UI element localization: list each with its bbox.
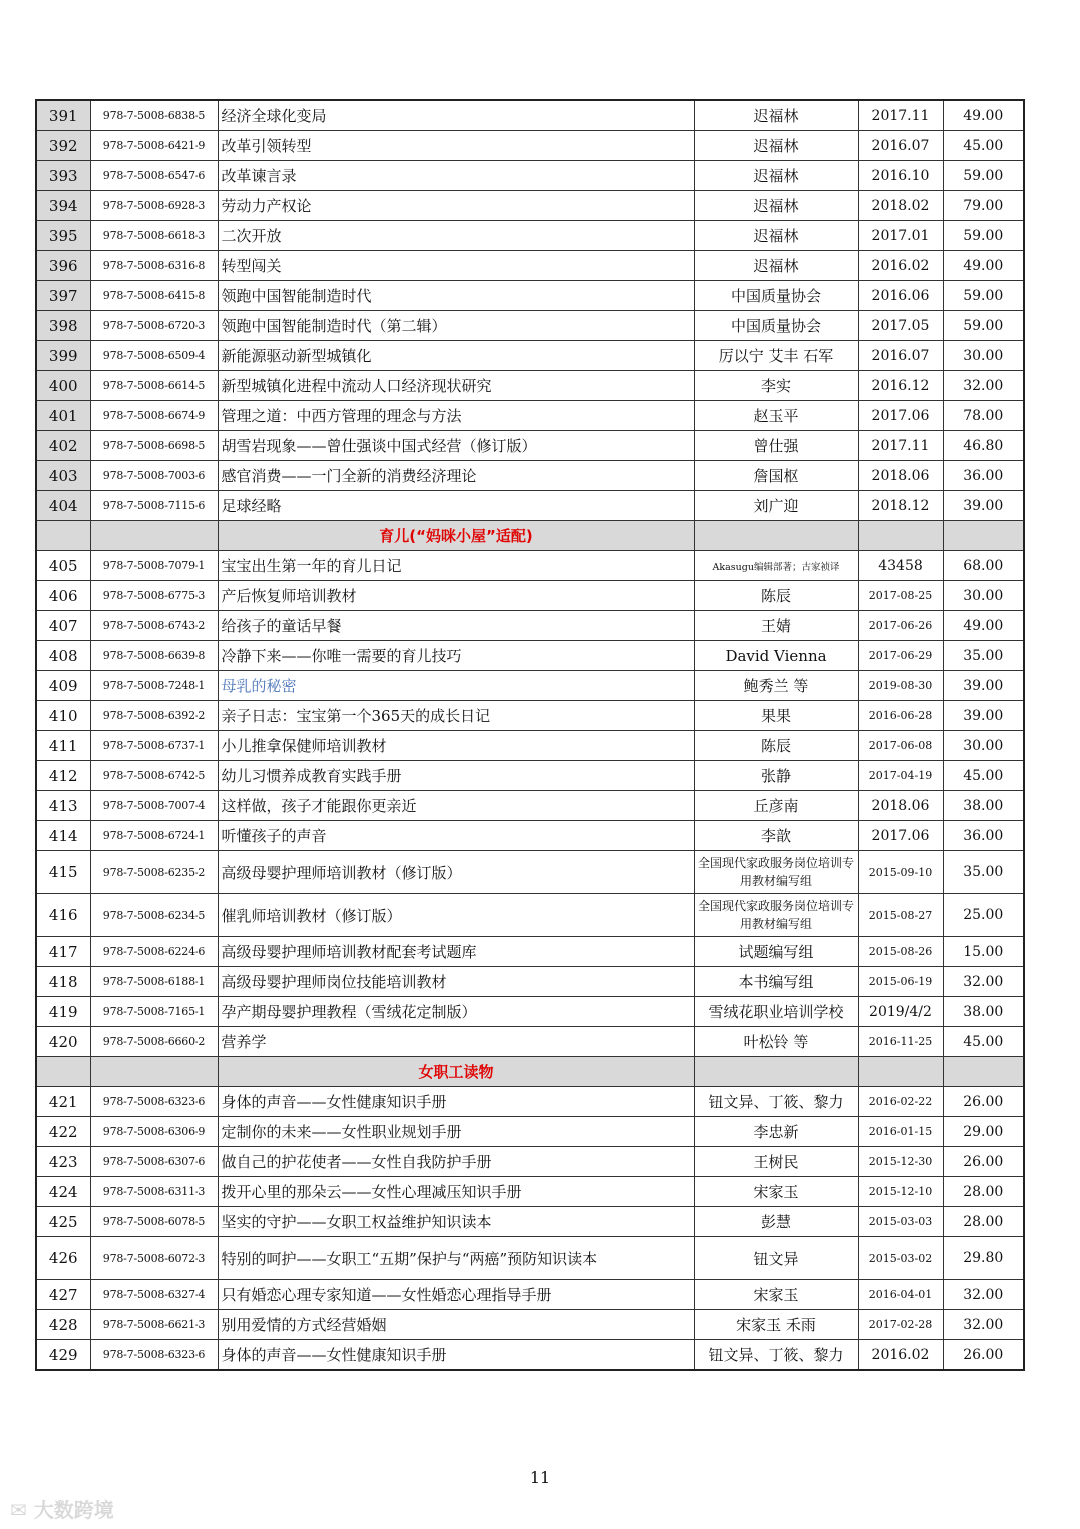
table-row: [36, 967, 1024, 997]
isbn-cell: 978-7-5008-6078-5: [90, 1207, 218, 1237]
table-row: [36, 761, 1024, 791]
author-cell: 曾仕强: [694, 431, 858, 461]
empty-cell: [694, 521, 858, 551]
title-cell: 高级母婴护理师岗位技能培训教材: [218, 967, 694, 997]
isbn-cell: 978-7-5008-6311-3: [90, 1177, 218, 1207]
date-cell: 2017-06-29: [858, 641, 943, 671]
date-cell: 43458: [858, 551, 943, 581]
price-cell: 49.00: [943, 251, 1024, 281]
title-cell: 孕产期母婴护理教程（雪绒花定制版）: [218, 997, 694, 1027]
date-cell: 2018.06: [858, 791, 943, 821]
isbn-cell: 978-7-5008-6327-4: [90, 1280, 218, 1310]
row-number: 414: [36, 821, 90, 851]
empty-cell: [694, 1057, 858, 1087]
author-cell: 宋家玉: [694, 1280, 858, 1310]
isbn-cell: 978-7-5008-6421-9: [90, 131, 218, 161]
author-cell: 全国现代家政服务岗位培训专用教材编写组: [694, 894, 858, 937]
price-cell: 29.80: [943, 1237, 1024, 1280]
date-cell: 2018.06: [858, 461, 943, 491]
row-number: 411: [36, 731, 90, 761]
table-row: [36, 131, 1024, 161]
author-cell: 钮文异、丁筱、黎力: [694, 1087, 858, 1117]
table-row: [36, 311, 1024, 341]
isbn-cell: 978-7-5008-6547-6: [90, 161, 218, 191]
price-cell: 46.80: [943, 431, 1024, 461]
row-number: 399: [36, 341, 90, 371]
empty-cell: [943, 521, 1024, 551]
author-cell: 雪绒花职业培训学校: [694, 997, 858, 1027]
row-number: 419: [36, 997, 90, 1027]
author-cell: 李实: [694, 371, 858, 401]
isbn-cell: 978-7-5008-7248-1: [90, 671, 218, 701]
title-cell: 小儿推拿保健师培训教材: [218, 731, 694, 761]
table-row: [36, 791, 1024, 821]
author-cell: 王婧: [694, 611, 858, 641]
price-cell: 26.00: [943, 1147, 1024, 1177]
table-row: [36, 1310, 1024, 1340]
isbn-cell: 978-7-5008-6618-3: [90, 221, 218, 251]
isbn-cell: 978-7-5008-7165-1: [90, 997, 218, 1027]
price-cell: 38.00: [943, 791, 1024, 821]
row-number: 428: [36, 1310, 90, 1340]
row-number: 402: [36, 431, 90, 461]
date-cell: 2016-04-01: [858, 1280, 943, 1310]
price-cell: 30.00: [943, 731, 1024, 761]
date-cell: 2015-09-10: [858, 851, 943, 894]
date-cell: 2016.07: [858, 131, 943, 161]
section-title: 育儿(“妈咪小屋”适配): [218, 521, 694, 551]
title-cell: 做自己的护花使者——女性自我防护手册: [218, 1147, 694, 1177]
price-cell: 30.00: [943, 341, 1024, 371]
title-cell: 领跑中国智能制造时代: [218, 281, 694, 311]
author-cell: Akasugu编辑部著；古家祯译: [694, 551, 858, 581]
author-cell: 刘广迎: [694, 491, 858, 521]
row-number: 416: [36, 894, 90, 937]
row-number: 395: [36, 221, 90, 251]
date-cell: 2016-06-28: [858, 701, 943, 731]
isbn-cell: 978-7-5008-6775-3: [90, 581, 218, 611]
price-cell: 68.00: [943, 551, 1024, 581]
isbn-cell: 978-7-5008-6323-6: [90, 1340, 218, 1371]
date-cell: 2016.02: [858, 251, 943, 281]
row-number: 412: [36, 761, 90, 791]
row-number: 391: [36, 100, 90, 131]
isbn-cell: 978-7-5008-6742-5: [90, 761, 218, 791]
section-title: 女职工读物: [218, 1057, 694, 1087]
title-cell: 经济全球化变局: [218, 100, 694, 131]
isbn-cell: 978-7-5008-7003-6: [90, 461, 218, 491]
isbn-cell: 978-7-5008-6660-2: [90, 1027, 218, 1057]
date-cell: 2016.02: [858, 1340, 943, 1371]
author-cell: 迟福林: [694, 251, 858, 281]
table-row: [36, 401, 1024, 431]
isbn-cell: 978-7-5008-6509-4: [90, 341, 218, 371]
row-number: 408: [36, 641, 90, 671]
date-cell: 2017-08-25: [858, 581, 943, 611]
row-number: 392: [36, 131, 90, 161]
price-cell: 45.00: [943, 1027, 1024, 1057]
title-cell: 高级母婴护理师培训教材（修订版）: [218, 851, 694, 894]
title-cell: 高级母婴护理师培训教材配套考试题库: [218, 937, 694, 967]
empty-cell: [36, 521, 90, 551]
isbn-cell: 978-7-5008-6306-9: [90, 1117, 218, 1147]
title-cell: 改革引领转型: [218, 131, 694, 161]
table-row: [36, 641, 1024, 671]
title-cell: 新型城镇化进程中流动人口经济现状研究: [218, 371, 694, 401]
table-row: [36, 821, 1024, 851]
price-cell: 78.00: [943, 401, 1024, 431]
author-cell: 叶松铃 等: [694, 1027, 858, 1057]
title-cell: 拨开心里的那朵云——女性心理减压知识手册: [218, 1177, 694, 1207]
isbn-cell: 978-7-5008-6737-1: [90, 731, 218, 761]
date-cell: 2015-03-03: [858, 1207, 943, 1237]
table-row: [36, 937, 1024, 967]
empty-cell: [90, 1057, 218, 1087]
price-cell: 28.00: [943, 1177, 1024, 1207]
table-row: [36, 894, 1024, 937]
date-cell: 2016.06: [858, 281, 943, 311]
row-number: 406: [36, 581, 90, 611]
author-cell: 迟福林: [694, 131, 858, 161]
date-cell: 2015-12-10: [858, 1177, 943, 1207]
table-row: [36, 461, 1024, 491]
table-row: [36, 1280, 1024, 1310]
title-cell: 宝宝出生第一年的育儿日记: [218, 551, 694, 581]
date-cell: 2015-03-02: [858, 1237, 943, 1280]
table-row: [36, 611, 1024, 641]
author-cell: 中国质量协会: [694, 281, 858, 311]
table-row: [36, 1117, 1024, 1147]
row-number: 420: [36, 1027, 90, 1057]
empty-cell: [90, 521, 218, 551]
table-row: [36, 1177, 1024, 1207]
row-number: 418: [36, 967, 90, 997]
title-cell: 冷静下来——你唯一需要的育儿技巧: [218, 641, 694, 671]
price-cell: 59.00: [943, 281, 1024, 311]
title-cell: 母乳的秘密: [218, 671, 694, 701]
date-cell: 2018.02: [858, 191, 943, 221]
isbn-cell: 978-7-5008-6307-6: [90, 1147, 218, 1177]
isbn-cell: 978-7-5008-6720-3: [90, 311, 218, 341]
price-cell: 30.00: [943, 581, 1024, 611]
table-row: [36, 431, 1024, 461]
date-cell: 2016-02-22: [858, 1087, 943, 1117]
isbn-cell: 978-7-5008-6614-5: [90, 371, 218, 401]
author-cell: 迟福林: [694, 191, 858, 221]
row-number: 429: [36, 1340, 90, 1371]
price-cell: 32.00: [943, 967, 1024, 997]
author-cell: 陈辰: [694, 731, 858, 761]
title-cell: 这样做，孩子才能跟你更亲近: [218, 791, 694, 821]
date-cell: 2017.11: [858, 431, 943, 461]
isbn-cell: 978-7-5008-6621-3: [90, 1310, 218, 1340]
isbn-cell: 978-7-5008-6415-8: [90, 281, 218, 311]
price-cell: 45.00: [943, 761, 1024, 791]
author-cell: 中国质量协会: [694, 311, 858, 341]
isbn-cell: 978-7-5008-6224-6: [90, 937, 218, 967]
date-cell: 2015-08-26: [858, 937, 943, 967]
title-cell: 只有婚恋心理专家知道——女性婚恋心理指导手册: [218, 1280, 694, 1310]
author-cell: 钮文异、丁筱、黎力: [694, 1340, 858, 1371]
row-number: 422: [36, 1117, 90, 1147]
isbn-cell: 978-7-5008-6188-1: [90, 967, 218, 997]
price-cell: 32.00: [943, 1310, 1024, 1340]
title-cell: 幼儿习惯养成教育实践手册: [218, 761, 694, 791]
row-number: 409: [36, 671, 90, 701]
title-cell: 营养学: [218, 1027, 694, 1057]
title-cell: 定制你的未来——女性职业规划手册: [218, 1117, 694, 1147]
author-cell: 鲍秀兰 等: [694, 671, 858, 701]
table-row: [36, 491, 1024, 521]
title-cell: 转型闯关: [218, 251, 694, 281]
row-number: 404: [36, 491, 90, 521]
table-row: [36, 997, 1024, 1027]
title-cell: 二次开放: [218, 221, 694, 251]
price-cell: 38.00: [943, 997, 1024, 1027]
title-cell: 感官消费——一门全新的消费经济理论: [218, 461, 694, 491]
author-cell: 果果: [694, 701, 858, 731]
isbn-cell: 978-7-5008-6323-6: [90, 1087, 218, 1117]
price-cell: 39.00: [943, 671, 1024, 701]
date-cell: 2019-08-30: [858, 671, 943, 701]
table-row: [36, 281, 1024, 311]
title-cell: 产后恢复师培训教材: [218, 581, 694, 611]
row-number: 398: [36, 311, 90, 341]
title-cell: 特别的呵护——女职工“五期”保护与“两癌”预防知识读本: [218, 1237, 694, 1280]
title-cell: 亲子日志：宝宝第一个365天的成长日记: [218, 701, 694, 731]
author-cell: 李忠新: [694, 1117, 858, 1147]
price-cell: 39.00: [943, 701, 1024, 731]
author-cell: 陈辰: [694, 581, 858, 611]
author-cell: 迟福林: [694, 221, 858, 251]
date-cell: 2017.06: [858, 821, 943, 851]
empty-cell: [858, 1057, 943, 1087]
author-cell: 李歆: [694, 821, 858, 851]
table-row: [36, 251, 1024, 281]
author-cell: 迟福林: [694, 100, 858, 131]
price-cell: 32.00: [943, 1280, 1024, 1310]
table-row: [36, 161, 1024, 191]
date-cell: 2016-01-15: [858, 1117, 943, 1147]
price-cell: 25.00: [943, 894, 1024, 937]
watermark-logo: ✉ 大数跨境: [10, 1498, 114, 1522]
row-number: 407: [36, 611, 90, 641]
author-cell: David Vienna: [694, 641, 858, 671]
author-cell: 全国现代家政服务岗位培训专用教材编写组: [694, 851, 858, 894]
date-cell: 2017.06: [858, 401, 943, 431]
title-cell: 给孩子的童话早餐: [218, 611, 694, 641]
date-cell: 2017-06-26: [858, 611, 943, 641]
date-cell: 2017-04-19: [858, 761, 943, 791]
row-number: 417: [36, 937, 90, 967]
date-cell: 2016.07: [858, 341, 943, 371]
table-row: [36, 191, 1024, 221]
date-cell: 2017-02-28: [858, 1310, 943, 1340]
table-row: [36, 701, 1024, 731]
author-cell: 王树民: [694, 1147, 858, 1177]
row-number: 421: [36, 1087, 90, 1117]
table-row: [36, 371, 1024, 401]
table-row: [36, 1147, 1024, 1177]
table-row: [36, 581, 1024, 611]
row-number: 393: [36, 161, 90, 191]
isbn-cell: 978-7-5008-6743-2: [90, 611, 218, 641]
date-cell: 2016.10: [858, 161, 943, 191]
price-cell: 59.00: [943, 161, 1024, 191]
isbn-cell: 978-7-5008-7079-1: [90, 551, 218, 581]
isbn-cell: 978-7-5008-6639-8: [90, 641, 218, 671]
isbn-cell: 978-7-5008-6392-2: [90, 701, 218, 731]
table-row: [36, 1207, 1024, 1237]
page-number: 11: [529, 1468, 551, 1487]
isbn-cell: 978-7-5008-7115-6: [90, 491, 218, 521]
table-row: [36, 1237, 1024, 1280]
date-cell: 2017.11: [858, 100, 943, 131]
table-row: [36, 341, 1024, 371]
price-cell: 79.00: [943, 191, 1024, 221]
table-row: [36, 851, 1024, 894]
table-row: [36, 100, 1024, 131]
date-cell: 2015-06-19: [858, 967, 943, 997]
price-cell: 49.00: [943, 611, 1024, 641]
price-cell: 35.00: [943, 851, 1024, 894]
isbn-cell: 978-7-5008-6316-8: [90, 251, 218, 281]
row-number: 425: [36, 1207, 90, 1237]
isbn-cell: 978-7-5008-6698-5: [90, 431, 218, 461]
title-cell: 新能源驱动新型城镇化: [218, 341, 694, 371]
table-row: [36, 731, 1024, 761]
author-cell: 宋家玉: [694, 1177, 858, 1207]
date-cell: 2017.01: [858, 221, 943, 251]
title-cell: 听懂孩子的声音: [218, 821, 694, 851]
isbn-cell: 978-7-5008-6928-3: [90, 191, 218, 221]
isbn-cell: 978-7-5008-6235-2: [90, 851, 218, 894]
row-number: 415: [36, 851, 90, 894]
date-cell: 2015-12-30: [858, 1147, 943, 1177]
empty-cell: [858, 521, 943, 551]
date-cell: 2015-08-27: [858, 894, 943, 937]
title-cell: 改革谏言录: [218, 161, 694, 191]
price-cell: 15.00: [943, 937, 1024, 967]
title-cell: 足球经略: [218, 491, 694, 521]
table-row: [36, 1340, 1024, 1371]
title-cell: 胡雪岩现象——曾仕强谈中国式经营（修订版）: [218, 431, 694, 461]
row-number: 424: [36, 1177, 90, 1207]
date-cell: 2018.12: [858, 491, 943, 521]
author-cell: 宋家玉 禾雨: [694, 1310, 858, 1340]
table-row: [36, 1087, 1024, 1117]
row-number: 423: [36, 1147, 90, 1177]
date-cell: 2017.05: [858, 311, 943, 341]
isbn-cell: 978-7-5008-6674-9: [90, 401, 218, 431]
row-number: 403: [36, 461, 90, 491]
price-cell: 26.00: [943, 1087, 1024, 1117]
title-cell: 管理之道：中西方管理的理念与方法: [218, 401, 694, 431]
author-cell: 本书编写组: [694, 967, 858, 997]
price-cell: 36.00: [943, 821, 1024, 851]
row-number: 426: [36, 1237, 90, 1280]
date-cell: 2019/4/2: [858, 997, 943, 1027]
price-cell: 32.00: [943, 371, 1024, 401]
author-cell: 试题编写组: [694, 937, 858, 967]
price-cell: 28.00: [943, 1207, 1024, 1237]
author-cell: 迟福林: [694, 161, 858, 191]
price-cell: 39.00: [943, 491, 1024, 521]
title-cell: 领跑中国智能制造时代（第二辑）: [218, 311, 694, 341]
section-header-row: [36, 1057, 1024, 1087]
price-cell: 59.00: [943, 311, 1024, 341]
row-number: 400: [36, 371, 90, 401]
date-cell: 2016-11-25: [858, 1027, 943, 1057]
price-cell: 26.00: [943, 1340, 1024, 1371]
isbn-cell: 978-7-5008-6724-1: [90, 821, 218, 851]
table-row: [36, 221, 1024, 251]
date-cell: 2017-06-08: [858, 731, 943, 761]
row-number: 397: [36, 281, 90, 311]
author-cell: 厉以宁 艾丰 石军: [694, 341, 858, 371]
author-cell: 彭慧: [694, 1207, 858, 1237]
author-cell: 詹国枢: [694, 461, 858, 491]
title-cell: 身体的声音——女性健康知识手册: [218, 1340, 694, 1371]
row-number: 413: [36, 791, 90, 821]
empty-cell: [36, 1057, 90, 1087]
title-cell: 别用爱情的方式经营婚姻: [218, 1310, 694, 1340]
author-cell: 赵玉平: [694, 401, 858, 431]
row-number: 410: [36, 701, 90, 731]
title-cell: 身体的声音——女性健康知识手册: [218, 1087, 694, 1117]
row-number: 427: [36, 1280, 90, 1310]
isbn-cell: 978-7-5008-6234-5: [90, 894, 218, 937]
isbn-cell: 978-7-5008-6838-5: [90, 100, 218, 131]
table-row: [36, 551, 1024, 581]
price-cell: 29.00: [943, 1117, 1024, 1147]
author-cell: 张静: [694, 761, 858, 791]
date-cell: 2016.12: [858, 371, 943, 401]
author-cell: 丘彦南: [694, 791, 858, 821]
book-catalog-table: [35, 99, 1025, 1371]
title-cell: 坚实的守护——女职工权益维护知识读本: [218, 1207, 694, 1237]
price-cell: 45.00: [943, 131, 1024, 161]
price-cell: 35.00: [943, 641, 1024, 671]
table-row: [36, 671, 1024, 701]
isbn-cell: 978-7-5008-7007-4: [90, 791, 218, 821]
title-cell: 劳动力产权论: [218, 191, 694, 221]
price-cell: 49.00: [943, 100, 1024, 131]
section-header-row: [36, 521, 1024, 551]
table-row: [36, 1027, 1024, 1057]
row-number: 401: [36, 401, 90, 431]
title-cell: 催乳师培训教材（修订版）: [218, 894, 694, 937]
row-number: 405: [36, 551, 90, 581]
row-number: 394: [36, 191, 90, 221]
price-cell: 59.00: [943, 221, 1024, 251]
row-number: 396: [36, 251, 90, 281]
price-cell: 36.00: [943, 461, 1024, 491]
isbn-cell: 978-7-5008-6072-3: [90, 1237, 218, 1280]
empty-cell: [943, 1057, 1024, 1087]
author-cell: 钮文异: [694, 1237, 858, 1280]
